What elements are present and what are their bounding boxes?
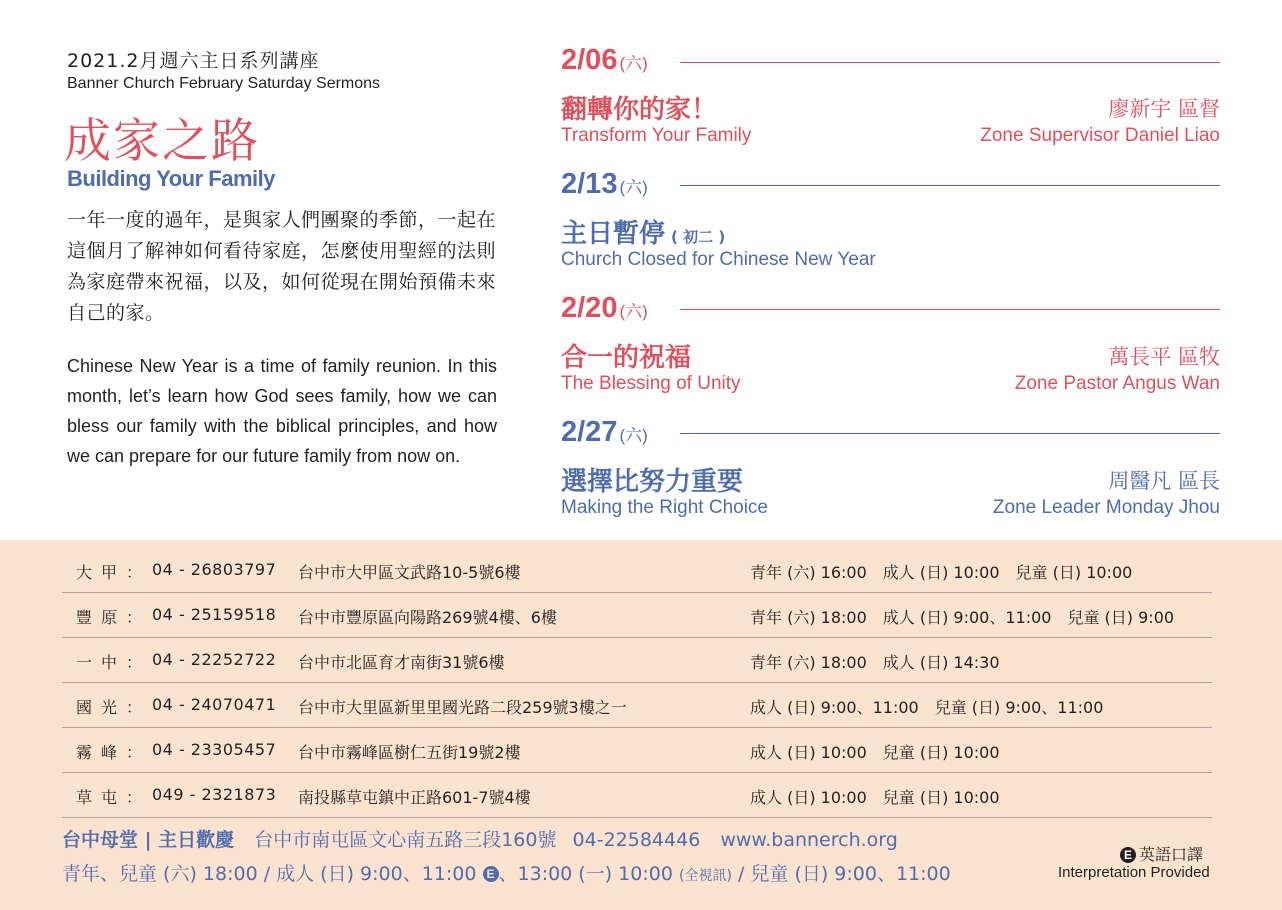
session-title-en: Church Closed for Chinese New Year (561, 249, 876, 270)
series-title-zh: 成家之路 (64, 114, 260, 169)
divider-line (680, 433, 1220, 434)
location-times: 成人 (日) 10:00 兒童 (日) 10:00 (750, 788, 1000, 807)
mother-church-times (62, 859, 951, 886)
divider-line (680, 185, 1220, 186)
location-times: 成人 (日) 9:00、11:00 兒童 (日) 9:00、11:00 (750, 698, 1104, 717)
location-address: 南投縣草屯鎮中正路601-7號4樓 (298, 788, 531, 807)
date-text: 2/06 (561, 44, 618, 76)
session-title-zh: 翻轉你的家！ (561, 95, 718, 125)
times-part3: / 兒童 (日) 9:00、11:00 (731, 863, 951, 885)
location-row (62, 637, 1212, 683)
speaker-en: Zone Leader Monday Jhou (992, 497, 1220, 518)
intro-en: Chinese New Year is a time of family reunion. In this month, let’s learn how God sees family, how we can bless our family with the biblical principles, and how we can prepare for our future family from now on. (67, 356, 497, 466)
speaker-zh: 萬長平 區牧 (1108, 345, 1220, 369)
mother-church-address: 台中市南屯區文心南五路三段160號 (254, 829, 557, 851)
session-title-zh (561, 213, 725, 250)
location-name: 大甲： (76, 563, 152, 582)
title-note: ( 初二 ) (671, 228, 726, 246)
english-interpretation-icon: E (1120, 847, 1136, 863)
mother-church-label: 台中母堂 | 主日歡慶 (62, 829, 235, 851)
date-text: 2/13 (561, 168, 618, 200)
location-phone: 04 - 26803797 (152, 560, 277, 579)
title-text: 主日暫停 (561, 219, 666, 249)
location-address: 台中市北區育才南街31號6樓 (298, 653, 505, 672)
session-date (561, 44, 648, 77)
times-part2: 、13:00 (一) 10:00 (498, 863, 673, 885)
session-date (561, 292, 648, 325)
location-times: 青年 (六) 16:00 成人 (日) 10:00 兒童 (日) 10:00 (750, 563, 1133, 582)
weekday-text: (六) (619, 178, 648, 197)
divider-line (680, 62, 1220, 63)
location-row (62, 682, 1212, 728)
location-name: 一中： (76, 653, 152, 672)
location-phone: 04 - 22252722 (152, 650, 277, 669)
divider-line (680, 309, 1220, 310)
series-header-en: Banner Church February Saturday Sermons (67, 75, 381, 92)
times-part1: 青年、兒童 (六) 18:00 / 成人 (日) 9:00、11:00 (62, 863, 477, 885)
mother-church-info (62, 825, 898, 852)
session-title-zh: 選擇比努力重要 (561, 467, 744, 497)
location-name: 豐原： (76, 608, 152, 627)
session-date (561, 416, 648, 449)
location-address: 台中市大里區新里里國光路二段259號3樓之一 (298, 698, 627, 717)
location-row (62, 727, 1212, 773)
location-address: 台中市豐原區向陽路269號4樓、6樓 (298, 608, 557, 627)
date-text: 2/20 (561, 292, 618, 324)
speaker-zh: 周醫凡 區長 (1108, 469, 1220, 493)
location-row (62, 772, 1212, 818)
weekday-text: (六) (619, 426, 648, 445)
series-title-en: Building Your Family (67, 166, 275, 191)
date-text: 2/27 (561, 416, 618, 448)
interpretation-note-zh (1120, 842, 1203, 865)
weekday-text: (六) (619, 54, 648, 73)
session-title-zh: 合一的祝福 (561, 343, 692, 373)
location-row (62, 592, 1212, 638)
session-title-en: Transform Your Family (561, 125, 752, 146)
location-phone: 04 - 23305457 (152, 740, 277, 759)
speaker-en: Zone Pastor Angus Wan (1014, 373, 1220, 394)
weekday-text: (六) (619, 302, 648, 321)
intro-zh: 一年一度的過年，是與家人們團聚的季節，一起在這個月了解神如何看待家庭，怎麼使用聖經的法則為家庭帶來祝福，以及，如何從現在開始預備未來自己的家。 (67, 209, 497, 324)
times-note: (全視訊) (678, 868, 732, 884)
interpretation-note-en: Interpretation Provided (1058, 864, 1210, 881)
english-interpretation-icon: E (483, 866, 499, 882)
location-name: 國光： (76, 698, 152, 717)
location-name: 霧峰： (76, 743, 152, 762)
location-address: 台中市大甲區文武路10-5號6樓 (298, 563, 521, 582)
location-row (62, 547, 1212, 593)
location-times: 成人 (日) 10:00 兒童 (日) 10:00 (750, 743, 1000, 762)
speaker-zh: 廖新宇 區督 (1108, 97, 1220, 121)
session-title-en: Making the Right Choice (561, 497, 768, 518)
location-times: 青年 (六) 18:00 成人 (日) 14:30 (750, 653, 1000, 672)
speaker-en: Zone Supervisor Daniel Liao (980, 125, 1220, 146)
location-address: 台中市霧峰區樹仁五街19號2樓 (298, 743, 521, 762)
website-link[interactable]: www.bannerch.org (720, 829, 898, 851)
location-phone: 04 - 25159518 (152, 605, 277, 624)
location-times: 青年 (六) 18:00 成人 (日) 9:00、11:00 兒童 (日) 9:00 (750, 608, 1175, 627)
location-name: 草屯： (76, 788, 152, 807)
series-header-zh: 2021.2月週六主日系列講座 (67, 50, 320, 72)
location-phone: 049 - 2321873 (152, 785, 277, 804)
location-phone: 04 - 24070471 (152, 695, 277, 714)
mother-church-phone: 04-22584446 (572, 829, 701, 851)
session-title-en: The Blessing of Unity (561, 373, 741, 394)
interpretation-zh: 英語口譯 (1139, 845, 1204, 864)
session-date (561, 168, 648, 201)
